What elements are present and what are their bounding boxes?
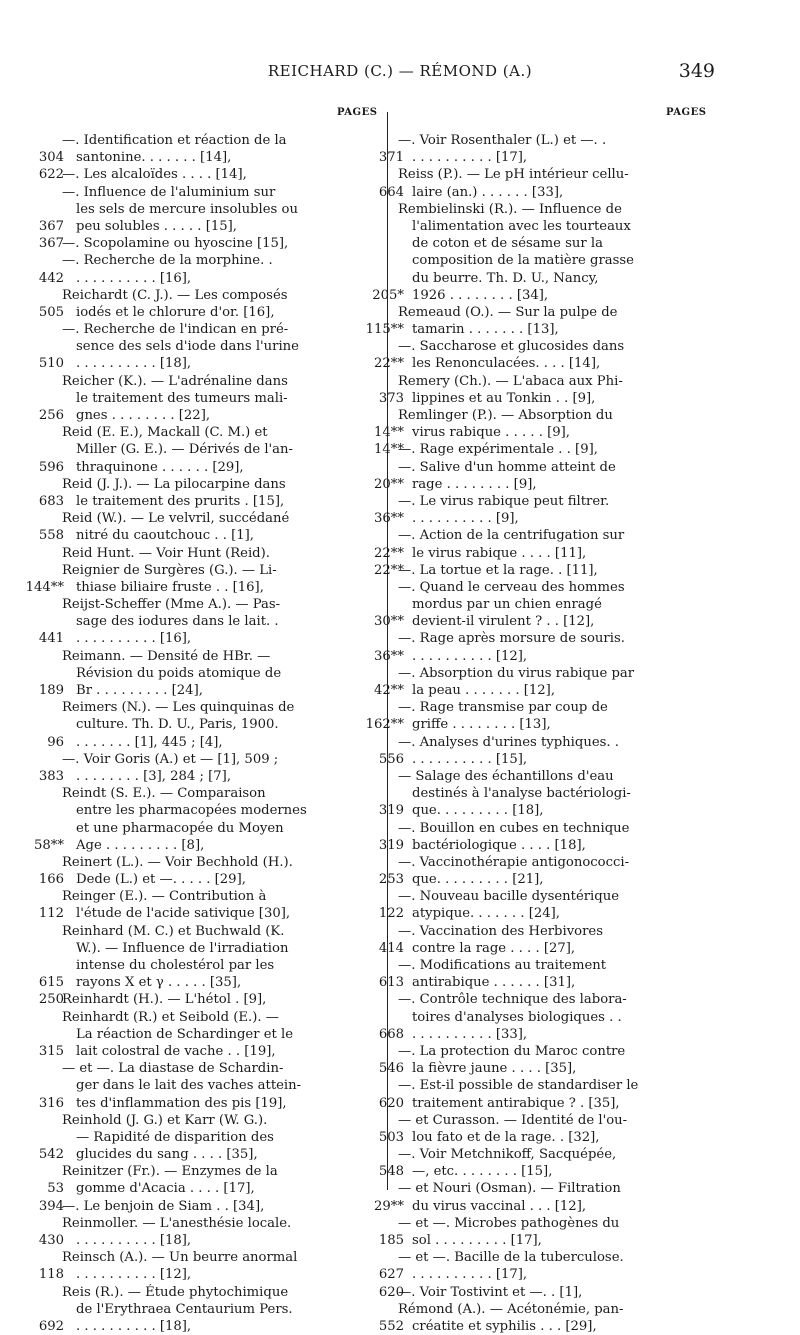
- page-reference: 118: [38, 1267, 64, 1283]
- entry-text: — et —. La diastase de Schardin-: [62, 1061, 284, 1077]
- entry-text: Remery (Ch.). — L'abaca aux Phi-: [398, 373, 623, 389]
- entry-text: W.). — Influence de l'irradiation: [76, 940, 289, 956]
- entry-text: —. Rage expérimentale . . [9],: [398, 442, 598, 458]
- entry-text: bactériologique . . . . [18],: [412, 837, 586, 853]
- page-reference: 394: [38, 1198, 64, 1214]
- page-reference: 558: [38, 528, 64, 544]
- entry-text: —. Recherche de la morphine. .: [62, 253, 273, 269]
- entry-text: l'étude de l'acide sativique [30],: [76, 906, 291, 922]
- page-reference: 505: [38, 304, 64, 320]
- entry-text: Révision du poids atomique de: [76, 665, 282, 681]
- page-reference: 96: [47, 734, 64, 750]
- entry-text: —. Identification et réaction de la: [62, 133, 287, 148]
- entry-text: Rembielinski (R.). — Influence de: [398, 201, 622, 217]
- entry-text: . . . . . . . . . . [12],: [76, 1267, 192, 1283]
- page-reference: 668: [378, 1026, 404, 1042]
- page-reference: 692: [38, 1318, 64, 1334]
- page-reference: 542: [38, 1147, 64, 1163]
- entry-text: —. Analyses d'urines typhiques. .: [398, 734, 619, 750]
- entry-text: Dede (L.) et —. . . . . [29],: [76, 872, 246, 888]
- page-reference: 430: [38, 1233, 64, 1248]
- entry-text: que. . . . . . . . . [21],: [412, 872, 544, 888]
- page-reference: 556: [378, 751, 404, 767]
- entry-text: La réaction de Schardinger et le: [76, 1026, 294, 1042]
- entry-text: . . . . . . . . [3], 284 ; [7],: [76, 768, 232, 784]
- page-reference: 20**: [374, 476, 404, 492]
- entry-text: Reinhold (J. G.) et Karr (W. G.).: [62, 1112, 268, 1128]
- page-reference: 622: [38, 167, 64, 183]
- entry-text: lippines et au Tonkin . . [9],: [412, 390, 596, 406]
- entry-text: Reid (E. E.), Mackall (C. M.) et: [62, 425, 268, 441]
- entry-text: Remeaud (O.). — Sur la pulpe de: [398, 304, 618, 320]
- entry-text: . . . . . . . . . . [18],: [76, 1318, 192, 1334]
- entry-text: Reichardt (C. J.). — Les composés: [62, 287, 288, 303]
- page-reference: 316: [38, 1095, 64, 1111]
- page-reference: 620: [378, 1095, 404, 1111]
- entry-text: —. Voir Tostivint et —. . [1],: [398, 1284, 583, 1300]
- entry-text: Miller (G. E.). — Dérivés de l'an-: [76, 442, 293, 458]
- entry-text: Reinhardt (H.). — L'hétol . [9],: [62, 992, 267, 1008]
- page-reference: 112: [38, 906, 64, 922]
- page-reference: 36**: [374, 511, 404, 527]
- entry-text: Rémond (A.). — Acétonémie, pan-: [398, 1301, 624, 1317]
- entry-text: — et Nouri (Osman). — Filtration: [398, 1181, 621, 1197]
- entry-text: Reinger (E.). — Contribution à: [62, 889, 267, 905]
- entry-text: la fièvre jaune . . . . [35],: [412, 1061, 577, 1077]
- entry-text: Reis (R.). — Étude phytochimique: [62, 1284, 289, 1300]
- entry-text: virus rabique . . . . . [9],: [412, 425, 570, 441]
- entry-text: Reimann. — Densité de HBr. —: [62, 648, 271, 664]
- entry-text: créatite et syphilis . . . [29],: [412, 1318, 597, 1334]
- entry-text: . . . . . . . . . . [33],: [412, 1026, 528, 1042]
- entry-text: —, etc. . . . . . . . [15],: [412, 1164, 553, 1180]
- page-reference: 442: [38, 270, 64, 286]
- page-reference: 122: [378, 906, 404, 922]
- page-reference: 22**: [374, 545, 404, 561]
- page-reference: 367: [38, 218, 64, 234]
- entry-text: —. Le benjoin de Siam . . [34],: [62, 1198, 265, 1214]
- entry-text: —. Salive d'un homme atteint de: [398, 459, 616, 475]
- entry-text: —. La protection du Maroc contre: [398, 1043, 626, 1059]
- entry-text: . . . . . . . [1], 445 ; [4],: [76, 734, 223, 750]
- page-reference: 22**: [374, 562, 404, 578]
- entry-text: contre la rage . . . . [27],: [412, 940, 576, 956]
- entry-text: . . . . . . . . . . [17],: [412, 150, 528, 166]
- entry-text: les sels de mercure insolubles ou: [76, 201, 298, 217]
- entry-text: Age . . . . . . . . . [8],: [76, 837, 205, 853]
- page-reference: 620: [378, 1284, 404, 1300]
- page-reference: 383: [38, 768, 64, 784]
- entry-text: Reinsch (A.). — Un beurre anormal: [62, 1250, 298, 1266]
- entry-text: 1926 . . . . . . . . [34],: [412, 287, 549, 303]
- entry-text: . . . . . . . . . . [18],: [76, 1233, 192, 1248]
- entry-text: Remlinger (P.). — Absorption du: [398, 408, 613, 423]
- entry-text: Reinhard (M. C.) et Buchwald (K.: [62, 923, 285, 939]
- entry-text: l'alimentation avec les tourteaux: [412, 218, 631, 234]
- entry-text: —. Recherche de l'indican en pré-: [62, 322, 289, 338]
- page-reference: 14**: [374, 442, 404, 458]
- page-reference: 683: [38, 493, 64, 509]
- entry-text: Reicher (K.). — L'adrénaline dans: [62, 373, 288, 389]
- entry-text: Br . . . . . . . . . [24],: [76, 683, 203, 698]
- page-reference: 30**: [374, 614, 404, 630]
- page-reference: 162**: [365, 717, 404, 733]
- entry-text: de coton et de sésame sur la: [412, 236, 603, 252]
- entry-text: — et —. Microbes pathogènes du: [398, 1215, 620, 1231]
- entry-text: —. Rage après morsure de souris.: [398, 631, 625, 647]
- entry-text: du beurre. Th. D. U., Nancy,: [412, 270, 599, 286]
- entry-text: que. . . . . . . . . [18],: [412, 803, 544, 819]
- entry-text: entre les pharmacopées modernes: [76, 803, 307, 819]
- page-reference: 315: [38, 1043, 64, 1059]
- entry-text: gnes . . . . . . . . [22],: [76, 408, 211, 423]
- entry-text: la peau . . . . . . . [12],: [412, 683, 556, 698]
- page-reference: 29**: [374, 1198, 404, 1214]
- entry-text: —. Est-il possible de standardiser le: [398, 1078, 639, 1094]
- entry-text: . . . . . . . . . . [15],: [412, 751, 528, 767]
- entry-text: —. Vaccination des Herbivores: [398, 923, 603, 939]
- entry-text: tamarin . . . . . . . [13],: [412, 322, 559, 338]
- page-reference: 441: [38, 631, 64, 647]
- page-reference: 53: [47, 1181, 64, 1197]
- entry-text: mordus par un chien enragé: [412, 597, 602, 613]
- page-reference: 371: [378, 150, 404, 166]
- page-reference: 22**: [374, 356, 404, 372]
- entry-text: atypique. . . . . . . [24],: [412, 906, 560, 922]
- entry-text: lait colostral de vache . . [19],: [76, 1043, 276, 1059]
- entry-text: —. Influence de l'aluminium sur: [62, 184, 276, 200]
- entry-text: —. La tortue et la rage. . [11],: [398, 562, 598, 578]
- entry-text: Reinert (L.). — Voir Bechhold (H.).: [62, 854, 293, 870]
- page-reference: 627: [378, 1267, 404, 1283]
- entry-text: . . . . . . . . . . [16],: [76, 631, 192, 647]
- entry-text: thraquinone . . . . . . [29],: [76, 459, 244, 475]
- entry-text: —. Rage transmise par coup de: [398, 700, 608, 716]
- entry-text: intense du cholestérol par les: [76, 958, 275, 973]
- entry-text: antirabique . . . . . . [31],: [412, 975, 576, 991]
- page-reference: 548: [378, 1164, 404, 1180]
- entry-text: . . . . . . . . . . [9],: [412, 511, 519, 527]
- entry-text: le traitement des tumeurs mali-: [76, 390, 288, 406]
- page-reference: 319: [378, 803, 404, 819]
- entry-text: devient-il virulent ? . . [12],: [412, 614, 595, 630]
- entry-text: —. Vaccinothérapie antigonococci-: [398, 854, 630, 870]
- entry-text: — et Curasson. — Identité de l'ou-: [398, 1112, 628, 1128]
- entry-text: Reimers (N.). — Les quinquinas de: [62, 700, 295, 716]
- entry-text: nitré du caoutchouc . . [1],: [76, 528, 254, 544]
- entry-text: —. Absorption du virus rabique par: [398, 665, 635, 681]
- entry-text: —. Voir Rosenthaler (L.) et —. .: [398, 133, 607, 148]
- page-reference: 613: [378, 975, 404, 991]
- running-title: REICHARD (C.) — RÉMOND (A.): [267, 62, 533, 80]
- entry-text: le virus rabique . . . . [11],: [412, 545, 587, 561]
- page-reference: 615: [38, 975, 64, 991]
- page-reference: 552: [378, 1318, 404, 1334]
- page-reference: 42**: [374, 683, 404, 698]
- entry-text: du virus vaccinal . . . [12],: [412, 1198, 587, 1214]
- entry-text: . . . . . . . . . . [17],: [412, 1267, 528, 1283]
- running-header: [0, 62, 800, 86]
- entry-text: Reinitzer (Fr.). — Enzymes de la: [62, 1164, 278, 1180]
- entry-text: lou fato et de la rage. . [32],: [412, 1129, 600, 1145]
- entry-text: rage . . . . . . . . [9],: [412, 476, 537, 492]
- entry-text: iodés et le chlorure d'or. [16],: [76, 304, 275, 320]
- page-reference: 367: [38, 236, 64, 252]
- page-reference: 185: [378, 1233, 404, 1248]
- page-reference: 253: [378, 872, 404, 888]
- entry-text: laire (an.) . . . . . . [33],: [412, 184, 564, 200]
- entry-text: —. Bouillon en cubes en technique: [398, 820, 630, 836]
- entry-text: —. Scopolamine ou hyoscine [15],: [62, 236, 289, 252]
- page-reference: 36**: [374, 648, 404, 664]
- entry-text: —. Action de la centrifugation sur: [398, 528, 625, 544]
- entry-text: —. Nouveau bacille dysentérique: [398, 889, 620, 905]
- entry-text: —. Saccharose et glucosides dans: [398, 339, 625, 355]
- page-reference: 503: [378, 1129, 404, 1145]
- entry-text: glucides du sang . . . . [35],: [76, 1147, 258, 1163]
- page-reference: 14**: [374, 425, 404, 441]
- entry-text: de l'Erythraea Centaurium Pers.: [76, 1301, 293, 1317]
- entry-text: et une pharmacopée du Moyen: [76, 820, 284, 836]
- entry-text: toires d'analyses biologiques . .: [412, 1009, 622, 1025]
- page-reference: 256: [38, 408, 64, 423]
- entry-text: . . . . . . . . . . [18],: [76, 356, 192, 372]
- entry-text: sol . . . . . . . . . [17],: [412, 1233, 542, 1248]
- entry-text: — et —. Bacille de la tuberculose.: [398, 1250, 624, 1266]
- page-reference: 58**: [34, 837, 64, 853]
- entry-text: Reiss (P.). — Le pH intérieur cellu-: [398, 167, 629, 183]
- entry-text: composition de la matière grasse: [412, 253, 634, 269]
- entry-text: griffe . . . . . . . . [13],: [412, 717, 551, 733]
- entry-text: Reinhardt (R.) et Seibold (E.). —: [62, 1009, 279, 1025]
- entry-text: traitement antirabique ? . [35],: [412, 1095, 620, 1111]
- entry-text: Reid (J. J.). — La pilocarpine dans: [62, 476, 286, 492]
- entry-text: sence des sels d'iode dans l'urine: [76, 339, 299, 355]
- page-reference: 115**: [365, 322, 404, 338]
- page-reference: 546: [378, 1061, 404, 1077]
- pages-column-label: PAGES: [337, 107, 378, 118]
- entry-text: ger dans le lait des vaches attein-: [76, 1078, 302, 1094]
- page-reference: 414: [378, 940, 404, 956]
- page-reference: 166: [38, 872, 64, 888]
- page-reference: 144**: [25, 579, 64, 595]
- page-reference: 319: [378, 837, 404, 853]
- entry-text: — Salage des échantillons d'eau: [398, 768, 614, 784]
- entry-text: sage des iodures dans le lait. .: [76, 614, 279, 630]
- entry-text: Reindt (S. E.). — Comparaison: [62, 786, 266, 802]
- entry-text: — Rapidité de disparition des: [76, 1129, 274, 1145]
- entry-text: rayons X et γ . . . . . [35],: [76, 975, 242, 991]
- entry-text: —. Voir Goris (A.) et — [1], 509 ;: [62, 751, 279, 767]
- entry-text: santonine. . . . . . . [14],: [76, 150, 232, 166]
- page-reference: 304: [38, 150, 64, 166]
- entry-text: culture. Th. D. U., Paris, 1900.: [76, 717, 279, 733]
- page-reference: 189: [38, 683, 64, 698]
- entry-text: gomme d'Acacia . . . . [17],: [76, 1181, 255, 1197]
- entry-text: Reid Hunt. — Voir Hunt (Reid).: [62, 545, 270, 561]
- entry-text: Reignier de Surgères (G.). — Li-: [62, 562, 277, 578]
- entry-text: —. Quand le cerveau des hommes: [398, 579, 625, 595]
- entry-text: —. Les alcaloïdes . . . . [14],: [62, 167, 247, 183]
- entry-text: destinés à l'analyse bactériologi-: [412, 786, 631, 802]
- entry-text: Reinmoller. — L'anesthésie locale.: [62, 1215, 292, 1231]
- page-reference: 205*: [372, 287, 404, 303]
- entry-text: —. Voir Metchnikoff, Sacquépée,: [398, 1147, 617, 1163]
- entry-text: . . . . . . . . . . [16],: [76, 270, 192, 286]
- page-reference: 373: [378, 390, 404, 406]
- entry-text: les Renonculacées. . . . [14],: [412, 356, 601, 372]
- entry-text: . . . . . . . . . . [12],: [412, 648, 528, 664]
- entry-text: thiase biliaire fruste . . [16],: [76, 579, 264, 595]
- entry-text: —. Le virus rabique peut filtrer.: [398, 493, 610, 509]
- pages-column-label: PAGES: [666, 107, 707, 118]
- entry-text: tes d'inflammation des pis [19],: [76, 1095, 287, 1111]
- entry-text: —. Modifications au traitement: [398, 958, 607, 973]
- entry-text: le traitement des prurits . [15],: [76, 493, 285, 509]
- page-reference: 250: [38, 992, 64, 1008]
- page-reference: 510: [38, 356, 64, 372]
- entry-text: peu solubles . . . . . [15],: [76, 218, 237, 234]
- page-number: 349: [678, 60, 715, 82]
- page-reference: 664: [378, 184, 404, 200]
- entry-text: —. Contrôle technique des labora-: [398, 992, 627, 1008]
- entry-text: Reid (W.). — Le velvril, succédané: [62, 511, 290, 527]
- page-reference: 596: [38, 459, 64, 475]
- entry-text: Reijst-Scheffer (Mme A.). — Pas-: [62, 597, 281, 613]
